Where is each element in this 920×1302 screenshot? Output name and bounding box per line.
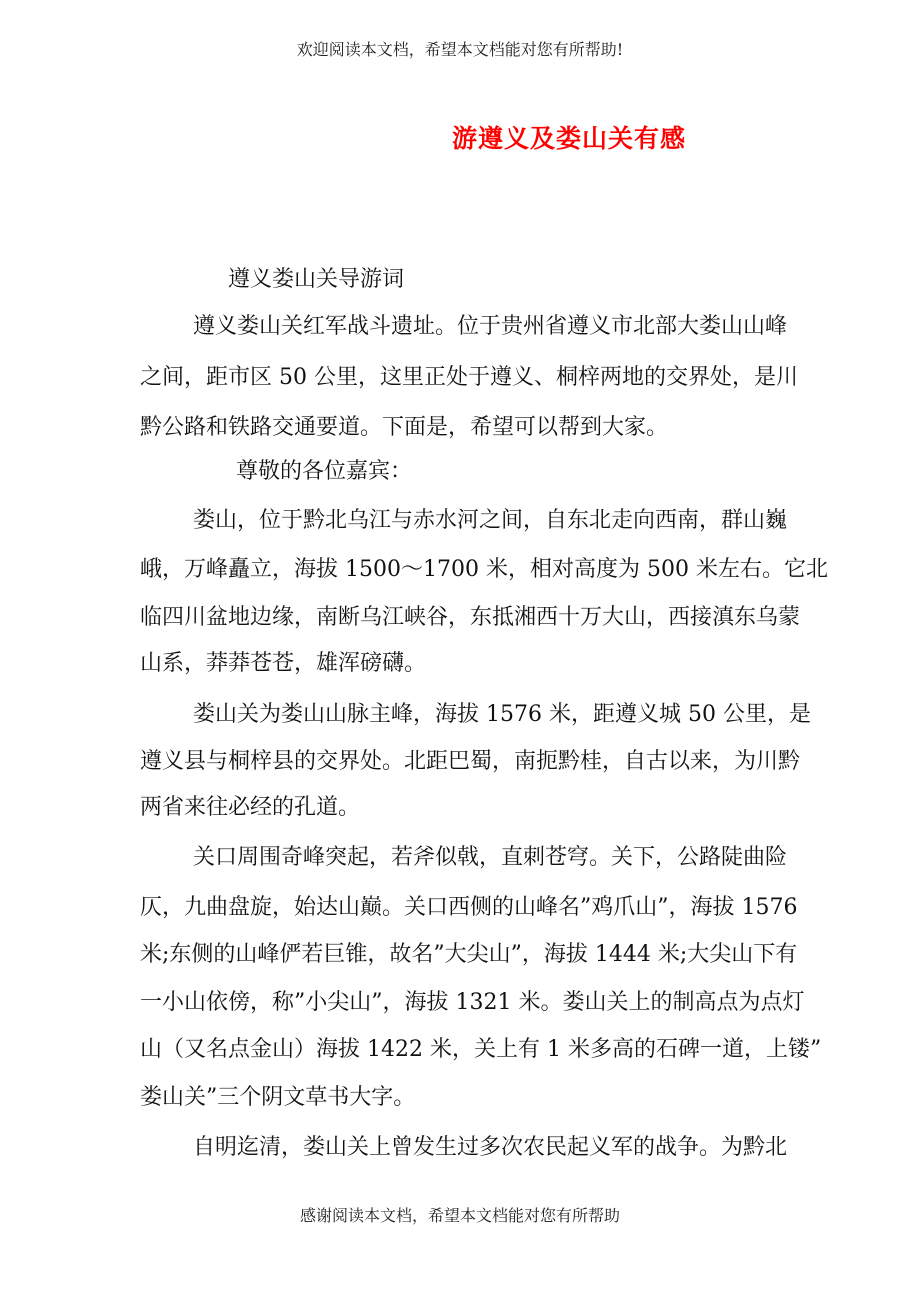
paragraph-line: 遵义娄山关红军战斗遗址。位于贵州省遵义市北部大娄山山峰 bbox=[193, 314, 788, 339]
paragraph-line: 一小山依傍，称”小尖山”，海拔 1321 米。娄山关上的制高点为点灯 bbox=[140, 990, 805, 1015]
document-title: 游遵义及娄山关有感 bbox=[452, 124, 687, 153]
page-header: 欢迎阅读本文档，希望本文档能对您有所帮助! bbox=[296, 40, 624, 59]
paragraph-line: 峨，万峰矗立，海拔 1500～1700 米，相对高度为 500 米左右。它北 bbox=[140, 557, 828, 582]
paragraph-line: 米;东侧的山峰俨若巨锥，故名”大尖山”，海拔 1444 米;大尖山下有 bbox=[140, 942, 798, 967]
paragraph-line: 自明迄清，娄山关上曾发生过多次农民起义军的战争。为黔北 bbox=[193, 1135, 788, 1160]
paragraph-line: 仄，九曲盘旋，始达山巅。关口西侧的山峰名”鸡爪山”，海拔 1576 bbox=[140, 895, 798, 920]
paragraph-line: 娄山，位于黔北乌江与赤水河之间，自东北走向西南，群山巍 bbox=[193, 508, 788, 533]
paragraph-line: 娄山关”三个阴文草书大字。 bbox=[140, 1085, 416, 1110]
paragraph-line: 两省来往必经的孔道。 bbox=[140, 795, 361, 820]
paragraph-line: 临四川盆地边缘，南断乌江峡谷，东抵湘西十万大山，西接滇东乌蒙 bbox=[140, 605, 801, 630]
subtitle: 遵义娄山关导游词 bbox=[228, 267, 405, 292]
paragraph-line: 山（又名点金山）海拔 1422 米，关上有 1 米多高的石碑一道，上镂” bbox=[140, 1037, 822, 1062]
paragraph-line: 关口周围奇峰突起，若斧似戟，直刺苍穹。关下，公路陡曲险 bbox=[193, 845, 788, 870]
paragraph-line: 山系，莽莽苍苍，雄浑磅礴。 bbox=[140, 651, 427, 676]
paragraph-line: 娄山关为娄山山脉主峰，海拔 1576 米，距遵义城 50 公里，是 bbox=[193, 702, 811, 727]
greeting: 尊敬的各位嘉宾： bbox=[236, 459, 413, 484]
paragraph-line: 黔公路和铁路交通要道。下面是，希望可以帮到大家。 bbox=[140, 415, 669, 440]
paragraph-line: 之间，距市区 50 公里，这里正处于遵义、桐梓两地的交界处，是川 bbox=[140, 365, 798, 390]
paragraph-line: 遵义县与桐梓县的交界处。北距巴蜀，南扼黔桂，自古以来，为川黔 bbox=[140, 749, 801, 774]
page-footer: 感谢阅读本文档，希望本文档能对您有所帮助 bbox=[299, 1206, 620, 1225]
